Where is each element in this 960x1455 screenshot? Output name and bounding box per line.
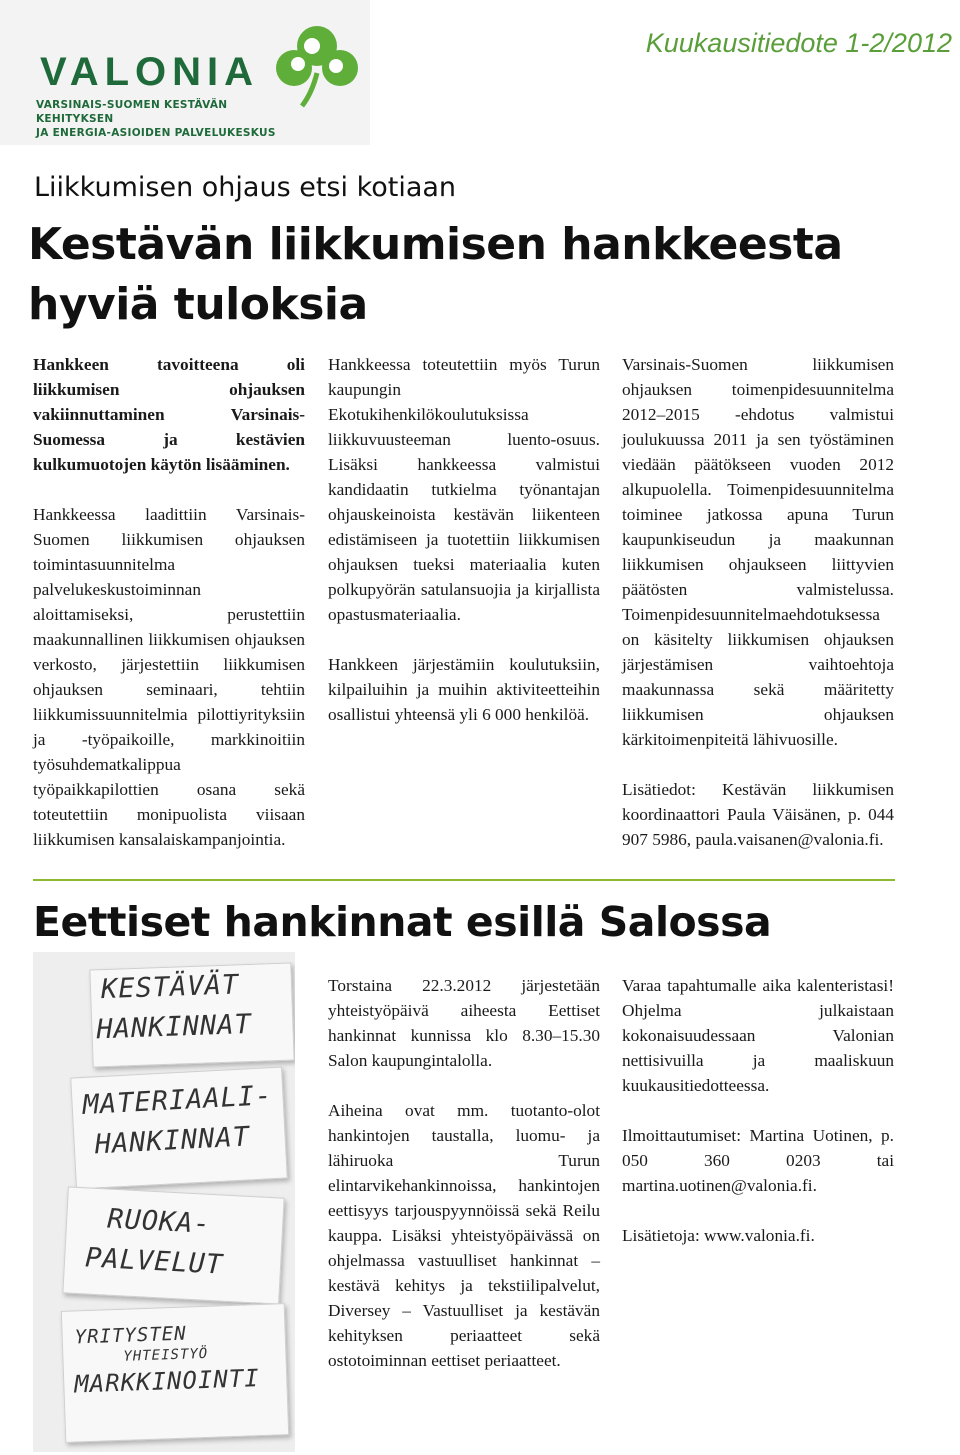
photo-note-text: RUOKA-	[106, 1203, 212, 1240]
article2-column-2	[328, 973, 600, 1373]
article1-paragraph-1: Hankkeessa laadittiin Varsinais-Suomen liikkumisen ohjauksen toimintasuunnitelma palvelukeskustoiminnan aloittamiseksi, perustettiin maakunnallinen liikkumisen ohjauksen verkosto, järjestettiin liikkumisen ohjauksen seminaari, tehtiin liikkumissuunnitelmia pilottiyrityksiin ja -työpaikoille, markkinoitiin työsuhdematkalippua työpaikkapilottien osana sekä toteutettiin monipuolista viisaan liikkumisen kansalaiskampanjointia.	[33, 505, 305, 849]
photo-note	[62, 1186, 284, 1304]
photo-note-text: YRITYSTEN	[74, 1322, 187, 1349]
article1-paragraph-3: Hankkeen järjestämiin koulutuksiin, kilpailuihin ja muihin aktiviteetteihin osallistui yhteensä yli 6 000 henkilöä.	[328, 655, 600, 724]
article-headline: Kestävän liikkumisen hankkeesta hyviä tuloksia	[28, 219, 843, 330]
photo-note	[61, 1303, 289, 1443]
logo-subtitle	[36, 98, 286, 140]
photo-note-text: YHTEISTYÖ	[123, 1345, 209, 1365]
photo-note-text: MARKKINOINTI	[73, 1364, 261, 1399]
article1-paragraph-2: Hankkeessa toteutettiin myös Turun kaupungin Ekotukihenkilökoulutuksissa liikkuvuusteeman luento-osuus. Lisäksi hankkeessa valmistui kandidaatin tutkielma työnantajan ohjauskeinoista kestävän liikenteen edistämiseen ja tuotettiin liikkumisen ohjauksen tueksi materiaalia kuten polkupyörän satulansuojia ja kirjallista opastusmateriaalia.	[328, 355, 600, 624]
photo-note-text: MATERIAALI-	[81, 1080, 274, 1121]
logo-wordmark: VALONIA	[40, 50, 260, 94]
logo-subtitle-line-1: VARSINAIS-SUOMEN KESTÄVÄN KEHITYKSEN	[36, 99, 228, 125]
article1-column-3	[622, 352, 894, 852]
section-divider	[33, 879, 895, 881]
clover-leaf-icon	[262, 18, 372, 108]
article2-registration: Ilmoittautumiset: Martina Uotinen, p. 050 360 0203 tai martina.uotinen@valonia.fi.	[622, 1126, 894, 1195]
article2-paragraph-2: Aiheina ovat mm. tuotanto-olot hankintojen taustalla, luomu- ja lähiruoka Turun elintarvikehankinnoissa, hankintojen eettisyys tarjouspyynnöissä sekä Reilu kauppa. Lisäksi yhteistyöpäivässä on ohjelmassa vastuulliset hankinnat – kestävä kehitys ja tekstiilipalvelut, Diversey – Vastuulliset ja kestävän kehityksen periaatteet sekä ostotoiminnan eettiset periaatteet.	[328, 1101, 600, 1370]
article2-paragraph-1: Torstaina 22.3.2012 järjestetään yhteistyöpäivä aiheesta Eettiset hankinnat kunnissa klo 8.30–15.30 Salon kaupungintalolla.	[328, 976, 600, 1070]
sticky-notes-photo	[33, 952, 295, 1452]
article1-paragraph-4: Varsinais-Suomen liikkumisen ohjauksen toimenpidesuunnitelma 2012–2015 -ehdotus valmistui joulukuussa 2011 ja sen työstäminen viedään päätökseen vuoden 2012 alkupuolella. Toimenpidesuunnitelma toiminee jatkossa apuna Turun kaupunkiseudun ja maakunnan liikkumisen ohjaukseen liittyvien päätösten valmistelussa. Toimenpidesuunnitelmaehdotuksessa on käsitelty liikkumisen ohjauksen järjestämisen vaihtoehtoja maakunnassa sekä määritetty liikkumisen ohjauksen kärkitoimenpiteitä lähivuosille.	[622, 355, 894, 749]
photo-note-text: HANKINNAT	[93, 1121, 251, 1161]
photo-note	[89, 963, 294, 1068]
issue-label: Kuukausitiedote 1-2/2012	[645, 28, 952, 58]
photo-note	[70, 1067, 288, 1190]
photo-note-text: PALVELUT	[84, 1242, 224, 1281]
photo-note-text: HANKINNAT	[95, 1008, 253, 1046]
article1-contact: Lisätiedot: Kestävän liikkumisen koordinaattori Paula Väisänen, p. 044 907 5986, paula.vaisanen@valonia.fi.	[622, 780, 894, 849]
article2-paragraph-3: Varaa tapahtumalle aika kalenteristasi! Ohjelma julkaistaan kokonaisuudessaan Valonian nettisivuilla ja maaliskuun kuukausitiedotteessa.	[622, 976, 894, 1095]
article2-more-info: Lisätietoja: www.valonia.fi.	[622, 1226, 815, 1245]
photo-note-text: KESTÄVÄT	[100, 969, 240, 1006]
logo-subtitle-line-2: JA ENERGIA-ASIOIDEN PALVELUKESKUS	[36, 127, 276, 139]
article1-column-1	[33, 352, 305, 852]
article2-column-3	[622, 973, 894, 1248]
article-kicker: Liikkumisen ohjaus etsi kotiaan	[34, 172, 457, 203]
article2-headline: Eettiset hankinnat esillä Salossa	[33, 898, 772, 946]
article1-lead: Hankkeen tavoitteena oli liikkumisen ohjauksen vakiinnuttaminen Varsinais-Suomessa ja kestävien kulkumuotojen käytön lisääminen.	[33, 355, 305, 474]
article1-column-2	[328, 352, 600, 727]
